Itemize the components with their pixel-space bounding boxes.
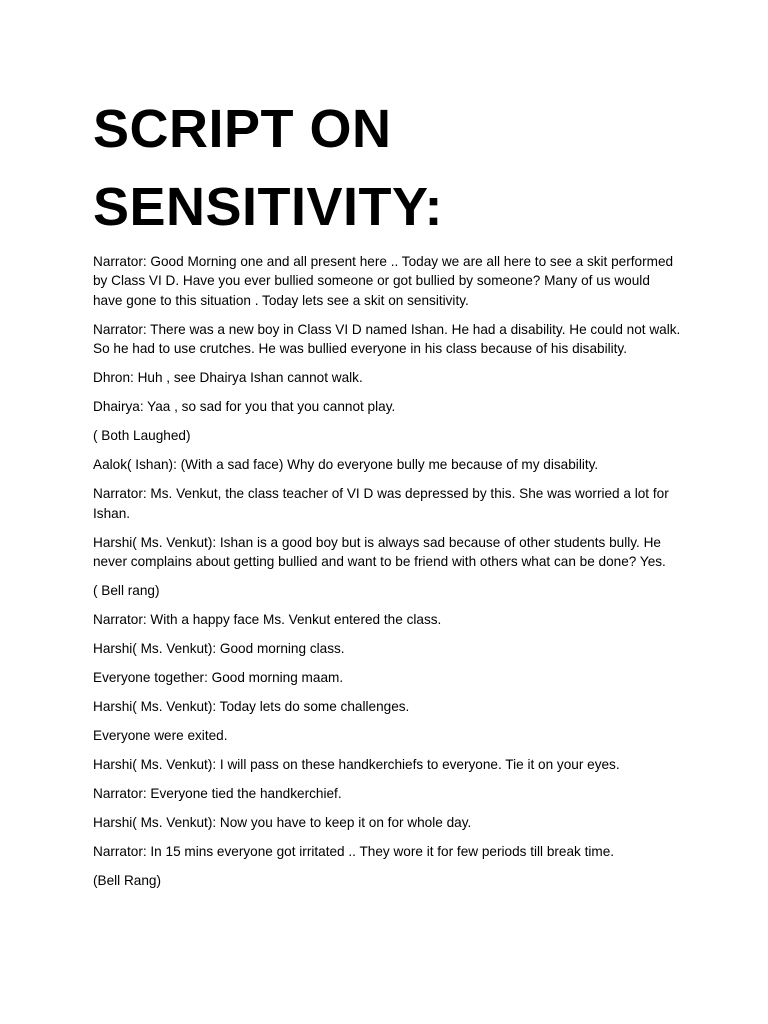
script-paragraph: Harshi( Ms. Venkut): Ishan is a good boy but is always sad because of other students bully. He never complains about getting bullied and want to be friend with others what can be done? Yes. xyxy=(93,534,666,570)
title-line-1: SCRIPT ON xyxy=(93,99,392,159)
script-paragraph: Harshi( Ms. Venkut): I will pass on these handkerchiefs to everyone. Tie it on your eyes. xyxy=(93,757,620,773)
script-paragraph: Harshi( Ms. Venkut): Now you have to keep it on for whole day. xyxy=(93,815,472,831)
script-paragraph: Narrator: In 15 mins everyone got irritated .. They wore it for few periods till break time. xyxy=(93,844,615,860)
script-paragraph: Harshi( Ms. Venkut): Today lets do some challenges. xyxy=(93,699,410,715)
script-paragraph: Aalok( Ishan): (With a sad face) Why do everyone bully me because of my disability. xyxy=(93,457,599,473)
script-paragraph: Narrator: Everyone tied the handkerchief. xyxy=(93,786,342,802)
script-paragraph: Dhron: Huh , see Dhairya Ishan cannot walk. xyxy=(93,370,363,386)
script-paragraph: (Bell Rang) xyxy=(93,873,161,889)
script-paragraph: Narrator: Ms. Venkut, the class teacher of VI D was depressed by this. She was worried a lot for Ishan. xyxy=(93,486,669,521)
document-page xyxy=(93,90,683,900)
script-paragraph: Everyone together: Good morning maam. xyxy=(93,670,344,686)
script-paragraph: Narrator: With a happy face Ms. Venkut entered the class. xyxy=(93,612,442,628)
script-paragraph: Dhairya: Yaa , so sad for you that you cannot play. xyxy=(93,399,396,415)
script-paragraph: ( Both Laughed) xyxy=(93,428,191,444)
script-paragraph: ( Bell rang) xyxy=(93,583,160,599)
script-paragraph: Everyone were exited. xyxy=(93,728,228,744)
script-paragraph: Narrator: There was a new boy in Class VI D named Ishan. He had a disability. He could not walk. So he had to use crutches. He was bullied everyone in his class because of his disability. xyxy=(93,321,681,357)
script-paragraph: Narrator: Good Morning one and all present here .. Today we are all here to see a skit performed by Class VI D. Have you ever bullied someone or got bullied by someone? Many of us would have gone to this situation . Today lets see a skit on sensitivity. xyxy=(93,254,674,308)
page-title xyxy=(93,90,683,246)
script-paragraph: Harshi( Ms. Venkut): Good morning class. xyxy=(93,641,345,657)
title-line-2: SENSITIVITY: xyxy=(93,177,444,237)
